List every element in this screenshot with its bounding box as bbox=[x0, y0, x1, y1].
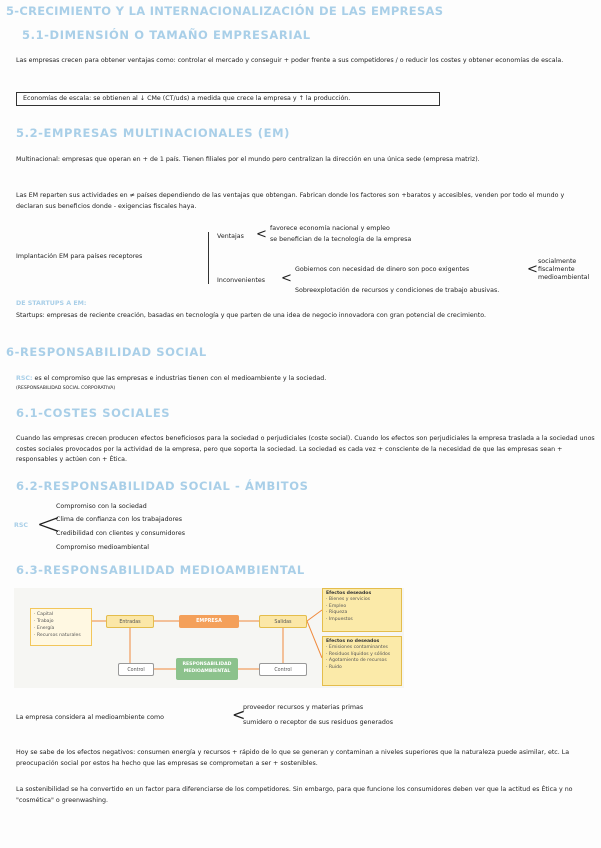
input-item: · Trabajo bbox=[34, 619, 54, 624]
node-control-left: Control bbox=[118, 663, 154, 676]
efecto-item: · Riqueza bbox=[326, 610, 348, 616]
efecto-item: · Bienes y servicios bbox=[326, 597, 371, 603]
s51-text: Las empresas crecen para obtener ventajas como: controlar el mercado y conseguir + poder frente a sus competidores / o reducir los costes y obtener economías de escala. bbox=[16, 57, 564, 64]
efectos-no-deseados-title: Efectos no deseados bbox=[326, 639, 380, 644]
inconveniente-1: Gobiernos con necesidad de dinero son poco exigentes bbox=[295, 266, 470, 273]
considera-2: sumidero o receptor de sus residuos generados bbox=[243, 719, 393, 726]
inconvenientes-label: Inconvenientes bbox=[217, 277, 265, 284]
ambito-4: Compromiso medioambiental bbox=[56, 544, 149, 551]
ambitos-brace: < bbox=[36, 507, 62, 542]
s52-p1: Multinacional: empresas que operan en + de 1 país. Tienen filiales por el mundo pero centralizan la dirección en una única sede (empresa matriz). bbox=[16, 156, 480, 163]
inconveniente-1-b: fiscalmente bbox=[538, 266, 575, 273]
rsc-label: RSC: bbox=[16, 375, 33, 382]
s52-p2: Las EM reparten sus actividades en ≠ países dependiendo de las ventajas que obtengan. Fabrican donde los factores son +baratos y accesibles, venden por todo el mundo y declaran sus beneficios donde - exigencias fiscales haya. bbox=[16, 192, 565, 210]
inconveniente-1-a: socialmente bbox=[538, 258, 577, 265]
s63-p1: Hoy se sabe de los efectos negativos: consumen energía y recursos + rápido de lo que se generan y contaminan a niveles superiores que la naturaleza puede asimilar, etc. La preocupación social por estos ha hecho que las empresas se comprometan a ser + sostenibles. bbox=[16, 749, 570, 767]
efecto-item: · Empleo bbox=[326, 603, 347, 609]
node-salidas: Salidas bbox=[259, 615, 307, 628]
efectos-deseados-title: Efectos deseados bbox=[326, 591, 372, 596]
efecto-item: · Emisiones contaminantes bbox=[326, 645, 388, 651]
environment-diagram bbox=[14, 588, 404, 688]
section-heading-6: 6-RESPONSABILIDAD SOCIAL bbox=[6, 345, 207, 359]
ventajas-brace: < bbox=[256, 227, 267, 242]
page-title: 5-CRECIMIENTO Y LA INTERNACIONALIZACIÓN DE LAS EMPRESAS bbox=[6, 4, 444, 18]
ambito-3: Credibilidad con clientes y consumidores bbox=[56, 530, 185, 537]
efecto-item: · Impuestos bbox=[326, 616, 353, 622]
startups-heading: DE STARTUPS A EM: bbox=[16, 300, 87, 307]
section-heading-5-2: 5.2-EMPRESAS MULTINACIONALES (EM) bbox=[16, 126, 291, 140]
inconvenientes-brace: < bbox=[281, 271, 292, 286]
s63-p2: La sostenibilidad se ha convertido en un factor para diferenciarse de los competidores. Sin embargo, para que funcione los consumidores deben ver que la actitud es Ética y no "cosmética" o greenwashing. bbox=[16, 786, 573, 804]
inconveniente-2: Sobreexplotación de recursos y condiciones de trabajo abusivas. bbox=[295, 287, 500, 294]
considera-label: La empresa considera al medioambiente como bbox=[16, 714, 164, 721]
considera-1: proveedor recursos y materias primas bbox=[243, 704, 364, 711]
input-item: · Energía bbox=[34, 626, 55, 631]
ventajas-label: Ventajas bbox=[217, 233, 244, 240]
node-entradas: Entradas bbox=[106, 615, 154, 628]
implantacion-bracket bbox=[208, 232, 209, 284]
considera-brace: < bbox=[232, 705, 246, 724]
implantacion-label: Implantación EM para países receptores bbox=[16, 253, 143, 260]
section-heading-6-3: 6.3-RESPONSABILIDAD MEDIOAMBIENTAL bbox=[16, 563, 305, 577]
ambito-2: Clima de confianza con los trabajadores bbox=[56, 516, 183, 523]
diagram-inputs bbox=[30, 608, 92, 646]
section-heading-5-1: 5.1-DIMENSIÓN O TAMAÑO EMPRESARIAL bbox=[22, 28, 311, 42]
input-item: · Recursos naturales bbox=[34, 633, 81, 638]
economias-box: Economías de escala: se obtienen al ↓ CMe (CT/uds) a medida que crece la empresa y ↑ la producción. bbox=[16, 92, 440, 106]
rsc-text: es el compromiso que las empresas e industrias tienen con el medioambiente y la sociedad. bbox=[34, 375, 327, 382]
node-responsabilidad: RESPONSABILIDAD MEDIOAMBIENTAL bbox=[176, 658, 238, 680]
efecto-item: · Ruido bbox=[326, 664, 342, 670]
node-control-right: Control bbox=[259, 663, 307, 676]
node-empresa: EMPRESA bbox=[179, 615, 239, 628]
section-heading-6-2: 6.2-RESPONSABILIDAD SOCIAL - ÁMBITOS bbox=[16, 479, 309, 493]
efectos-deseados bbox=[322, 588, 402, 632]
ambito-1: Compromiso con la sociedad bbox=[56, 503, 147, 510]
efecto-item: · Residuos líquidos y sólidos bbox=[326, 651, 391, 657]
inconv-sub-brace: < bbox=[527, 262, 538, 277]
efectos-no-deseados bbox=[322, 636, 402, 686]
input-item: · Capital bbox=[34, 612, 54, 617]
rsc-ambitos-label: RSC bbox=[14, 522, 29, 529]
rsc-line bbox=[16, 374, 326, 385]
s61-text: Cuando las empresas crecen producen efectos beneficiosos para la sociedad o perjudiciales (coste social). Cuando los efectos son perjudiciales la empresa traslada a la sociedad unos costes sociales provocados por la actividad de la empresa, pero que soporta la sociedad. La sociedad es cada vez + consciente de la necesidad de que las empresas sean + responsables y actúen con + Ética. bbox=[16, 435, 595, 463]
startups-text: Startups: empresas de reciente creación, basadas en tecnología y que parten de una idea de negocio innovadora con gran potencial de crecimiento. bbox=[16, 312, 486, 319]
ventaja-2: se benefician de la tecnología de la empresa bbox=[270, 236, 412, 243]
section-heading-6-1: 6.1-COSTES SOCIALES bbox=[16, 406, 171, 420]
rsc-sub: (RESPONSABILIDAD SOCIAL CORPORATIVA) bbox=[16, 386, 116, 391]
efecto-item: · Agotamiento de recursos bbox=[326, 658, 387, 664]
inconveniente-1-c: medioambiental bbox=[538, 274, 590, 281]
ventaja-1: favorece economía nacional y empleo bbox=[270, 225, 390, 232]
